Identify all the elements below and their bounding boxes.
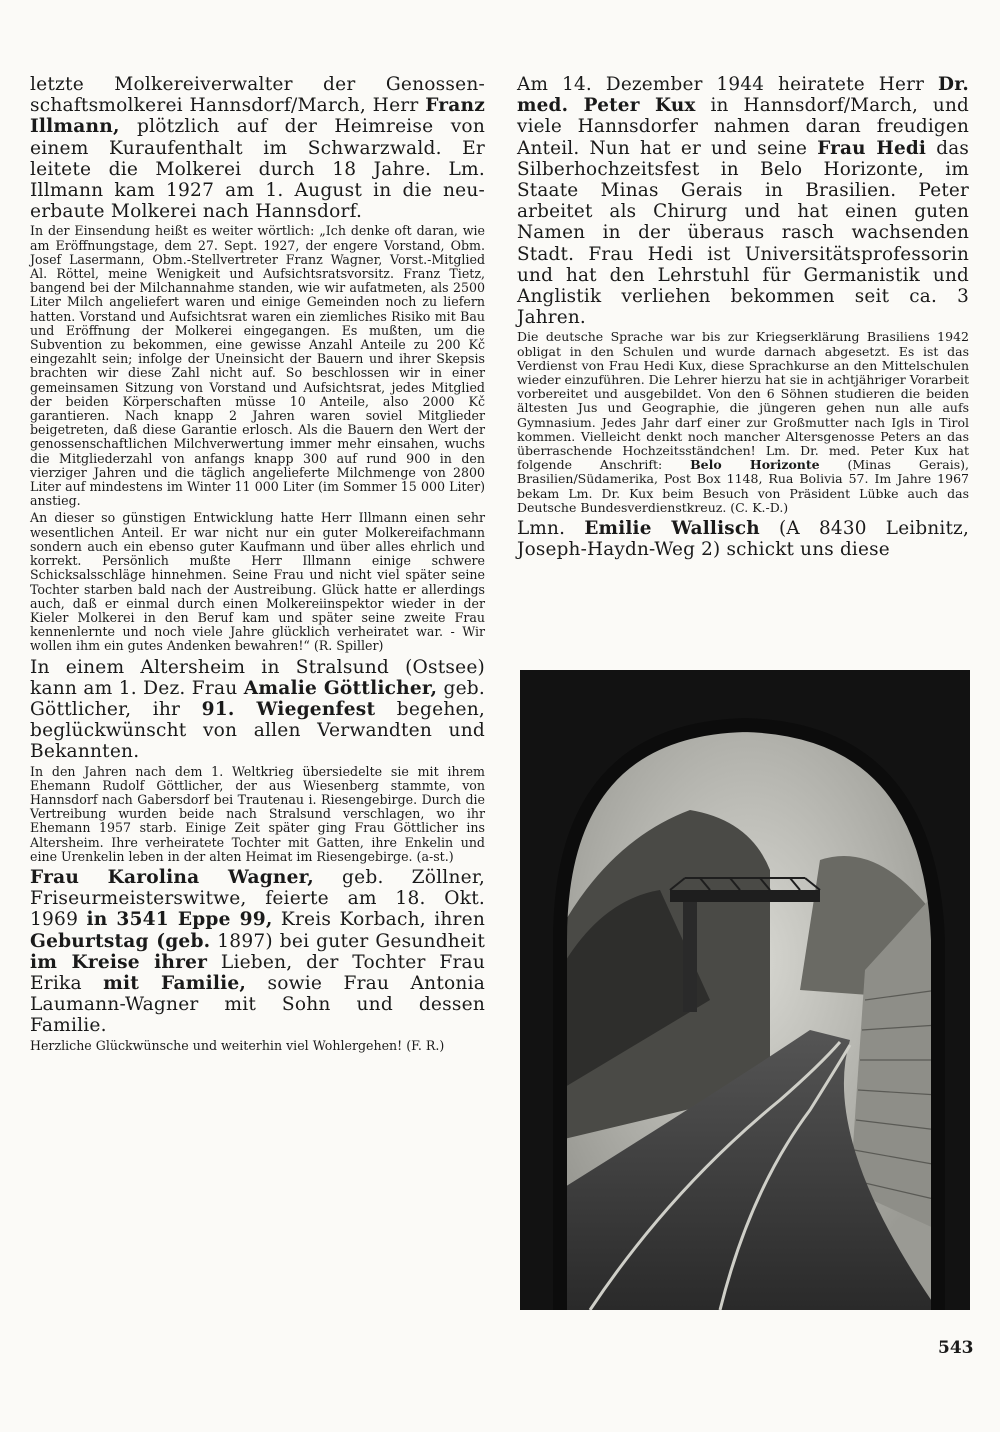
paragraph: An dieser so günstigen Entwicklung hatte Herr Illmann einen sehr wesentlichen Anteil. Er war nicht nur ein guter Molkereifachmann sondern auch ein ebenso guter Kaufmann und über alles ehrlich und korrekt. Persönlich mußte Herr Illmann einige schwere Schicksalsschläge hinnehmen. Seine Frau und nicht viel später seine Tochter starben bald nach der Austreibung. Glück hatte er allerdings auch, daß er einmal durch einen Molkereiinspektor wieder in der Kieler Molkerei in den Beruf kam und später seine zweite Frau kennenlernte und noch viele Jahre glücklich verheiratet war. - Wir wollen ihm ein gutes Andenken bewahren!“ (R. Spiller) (30, 510, 485, 654)
left-column (30, 74, 485, 1056)
paragraph: Lmn. Emilie Wallisch (A 8430 Leibnitz, Joseph-Haydn-Weg 2) schickt uns diese (517, 518, 969, 561)
paragraph: In der Einsendung heißt es weiter wörtlich: „Ich denke oft daran, wie am Eröffnungstage, dem 27. Sept. 1927, der engere Vorstand, Obm. Josef Lasermann, Obm.-Stellvertreter Franz Wagner, Vorst.-Mitglied Al. Röttel, meine Wenigkeit und Aufsichtsratsvorsitz. Franz Tietz, bangend bei der Milchannahme standen, wie wir aufatmeten, als 2500 Liter Milch angeliefert waren und einige Gemeinden noch zu liefern hatten. Vorstand und Aufsichtsrat waren ein ziemliches Risiko mit Bau und Eröffnung der Molkerei eingegangen. Es mußten, um die Subvention zu bekommen, eine gewisse Anzahl Anteile zu 200 Kč eingezahlt sein; infolge der Uneinsicht der Bauern und ihrer Skepsis brachten wir diese Zahl nicht auf. So beschlossen wir in einer gemeinsamen Sitzung von Vorstand und Aufsichtsrat, jedes Mitglied der beiden Körperschaften müsse 10 Anteile, also 2000 Kč garantieren. Nach knapp 2 Jahren waren soviel Mitglieder beigetreten, daß diese Garantie erlosch. Als die Bauern den Wert der genossenschaftlichen Milchverwertung immer mehr einsahen, wuchs die Mitgliederzahl von anfangs knapp 300 auf rund 900 in den vierziger Jahren und die täglich angelieferte Milchmenge von 2800 Liter auf mindestens im Winter 11 000 Liter (im Sommer 15 000 Liter) anstieg. (30, 223, 485, 509)
paragraph: Frau Karolina Wagner, geb. Zöllner, Friseurmeisterswitwe, feierte am 18. Okt. 1969 in 3541 Eppe 99, Kreis Korbach, ihren Geburtstag (geb. 1897) bei guter Gesundheit im Kreise ihrer Lieben, der Tochter Frau Erika mit Familie, sowie Frau Antonia Laumann-Wagner mit Sohn und dessen Familie. (30, 866, 486, 1037)
paragraph: Die deutsche Sprache war bis zur Kriegserklärung Brasiliens 1942 obligat in den Schulen und wurde darnach abgesetzt. Es ist das Verdienst von Frau Hedi Kux, diese Sprachkurse an den Mittelschulen wieder einzuführen. Die Lehrer hierzu hat sie in achtjähriger Vorarbeit vorbereitet und ausgebildet. Von den 6 Söhnen studieren die beiden ältesten Jus und Geographie, die jüngeren gehen nun alle aufs Gymnasium. Jedes Jahr darf einer zur Großmutter nach Igls in Tirol kommen. Vielleicht denkt noch mancher Altersgenosse Peters an das überraschende Hochzeitsständchen! Lm. Dr. med. Peter Kux hat folgende Anschrift: Belo Horizonte (Minas Gerais), Brasilien/Südamerika, Post Box 1148, Rua Bolivia 57. Im Jahre 1967 bekam Lm. Dr. Kux beim Besuch von Präsident Lübke auch das Deutsche Bundesverdienstkreuz. (C. K.-D.) (517, 329, 969, 515)
tunnel-railway-photo (520, 670, 970, 1310)
paragraph: Herzliche Glückwünsche und weiterhin viel Wohlergehen! (F. R.) (30, 1037, 445, 1053)
paragraph: In den Jahren nach dem 1. Weltkrieg übersiedelte sie mit ihrem Ehemann Rudolf Göttlicher, der aus Wiesenberg stammte, von Hannsdorf nach Gabersdorf bei Trautenau i. Riesengebirge. Durch die Vertreibung wurden beide nach Stralsund verschlagen, wo ihr Ehemann 1957 starb. Einige Zeit später ging Frau Göttlicher ins Altersheim. Ihre verheiratete Tochter mit Gatten, ihre Enkelin und eine Urenkelin leben in der alten Heimat im Riesengebirge. (a-st.) (30, 763, 485, 864)
right-column (517, 74, 969, 562)
page-number: 543 (938, 1338, 974, 1358)
paragraph: In einem Altersheim in Stralsund (Ostsee) kann am 1. Dez. Frau Amalie Göttlicher, geb. Göttlicher, ihr 91. Wiegenfest begehen, beglückwünscht von allen Verwandten und Bekannten. (30, 656, 485, 763)
paragraph: letzte Molkereiverwalter der Genossen-schaftsmolkerei Hannsdorf/March, Herr Franz Illmann, plötzlich auf der Heimreise von einem Kuraufenthalt im Schwarzwald. Er leitete die Molkerei durch 18 Jahre. Lm. Illmann kam 1927 am 1. August in die neu-erbaute Molkerei nach Hannsdorf. (30, 74, 485, 223)
paragraph: Am 14. Dezember 1944 heiratete Herr Dr. med. Peter Kux in Hannsdorf/March, und viele Hannsdorfer nahmen daran freudigen Anteil. Nun hat er und seine Frau Hedi das Silberhochzeitsfest in Belo Horizonte, im Staate Minas Gerais in Brasilien. Peter arbeitet als Chirurg und hat einen guten Namen in der überaus rasch wachsenden Stadt. Frau Hedi ist Universitätsprofessorin und hat den Lehrstuhl für Germanistik und Anglistik verliehen bekommen seit ca. 3 Jahren. (517, 74, 969, 329)
